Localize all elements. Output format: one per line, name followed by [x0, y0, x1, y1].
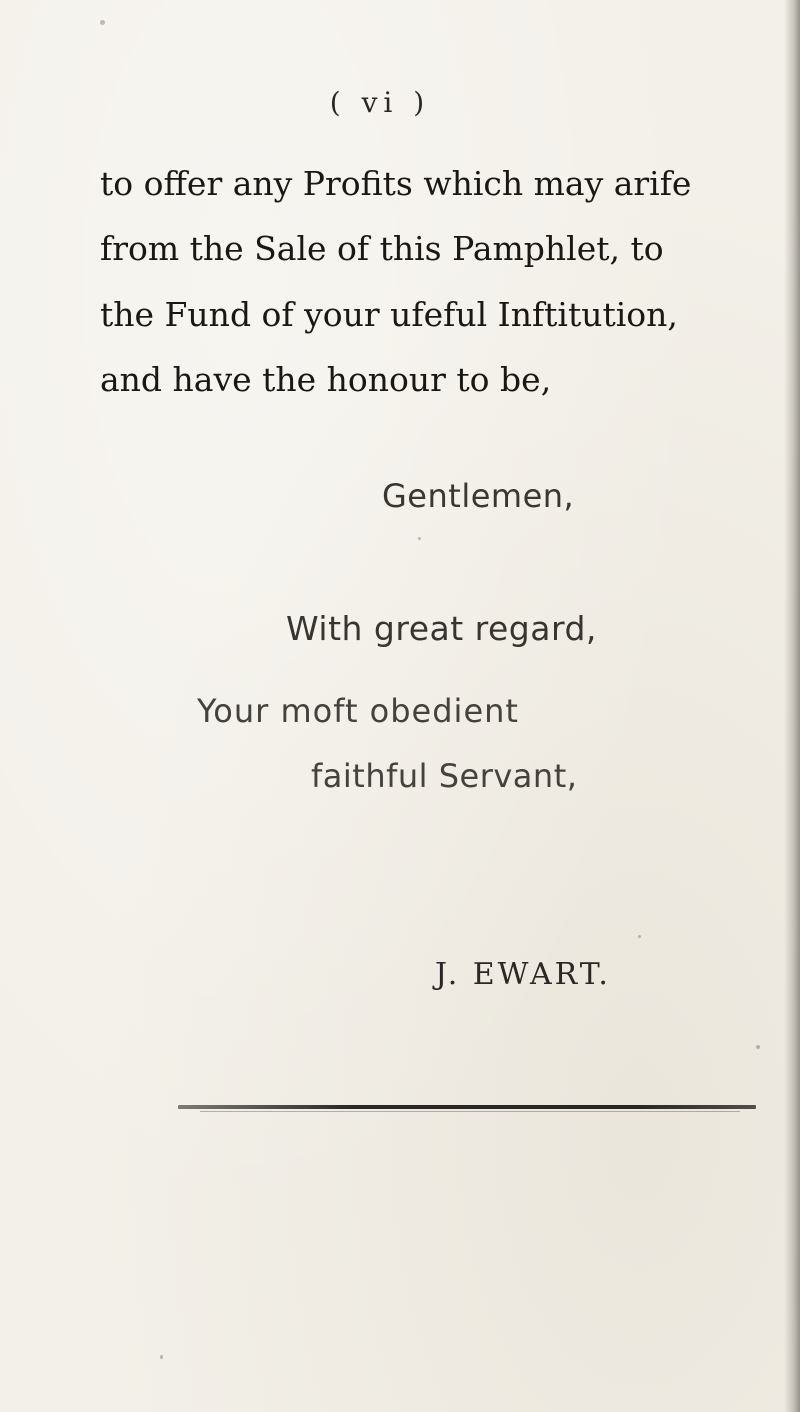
closing-obedient: Your moft obedient — [197, 692, 519, 730]
page-number: ( vi ) — [329, 86, 431, 119]
page-edge-shadow — [784, 0, 800, 1412]
paper-speck — [160, 1355, 163, 1359]
paper-speck — [100, 20, 105, 25]
ornamental-rule — [178, 1105, 756, 1109]
body-line-4: and have the honour to be, — [100, 360, 552, 399]
body-line-2: from the Sale of this Pamphlet, to — [100, 229, 664, 268]
closing-regard: With great regard, — [286, 609, 597, 648]
body-line-1: to offer any Profits which may arife — [100, 164, 692, 203]
paper-speck — [418, 537, 421, 540]
closing-servant: faithful Servant, — [311, 757, 578, 795]
paper-speck — [638, 935, 641, 938]
salutation: Gentlemen, — [382, 477, 575, 515]
ornamental-rule-shadow — [200, 1111, 740, 1112]
signature: J. EWART. — [435, 957, 611, 992]
body-line-3: the Fund of your ufeful Inftitution, — [100, 295, 678, 334]
paper-speck — [756, 1045, 760, 1049]
